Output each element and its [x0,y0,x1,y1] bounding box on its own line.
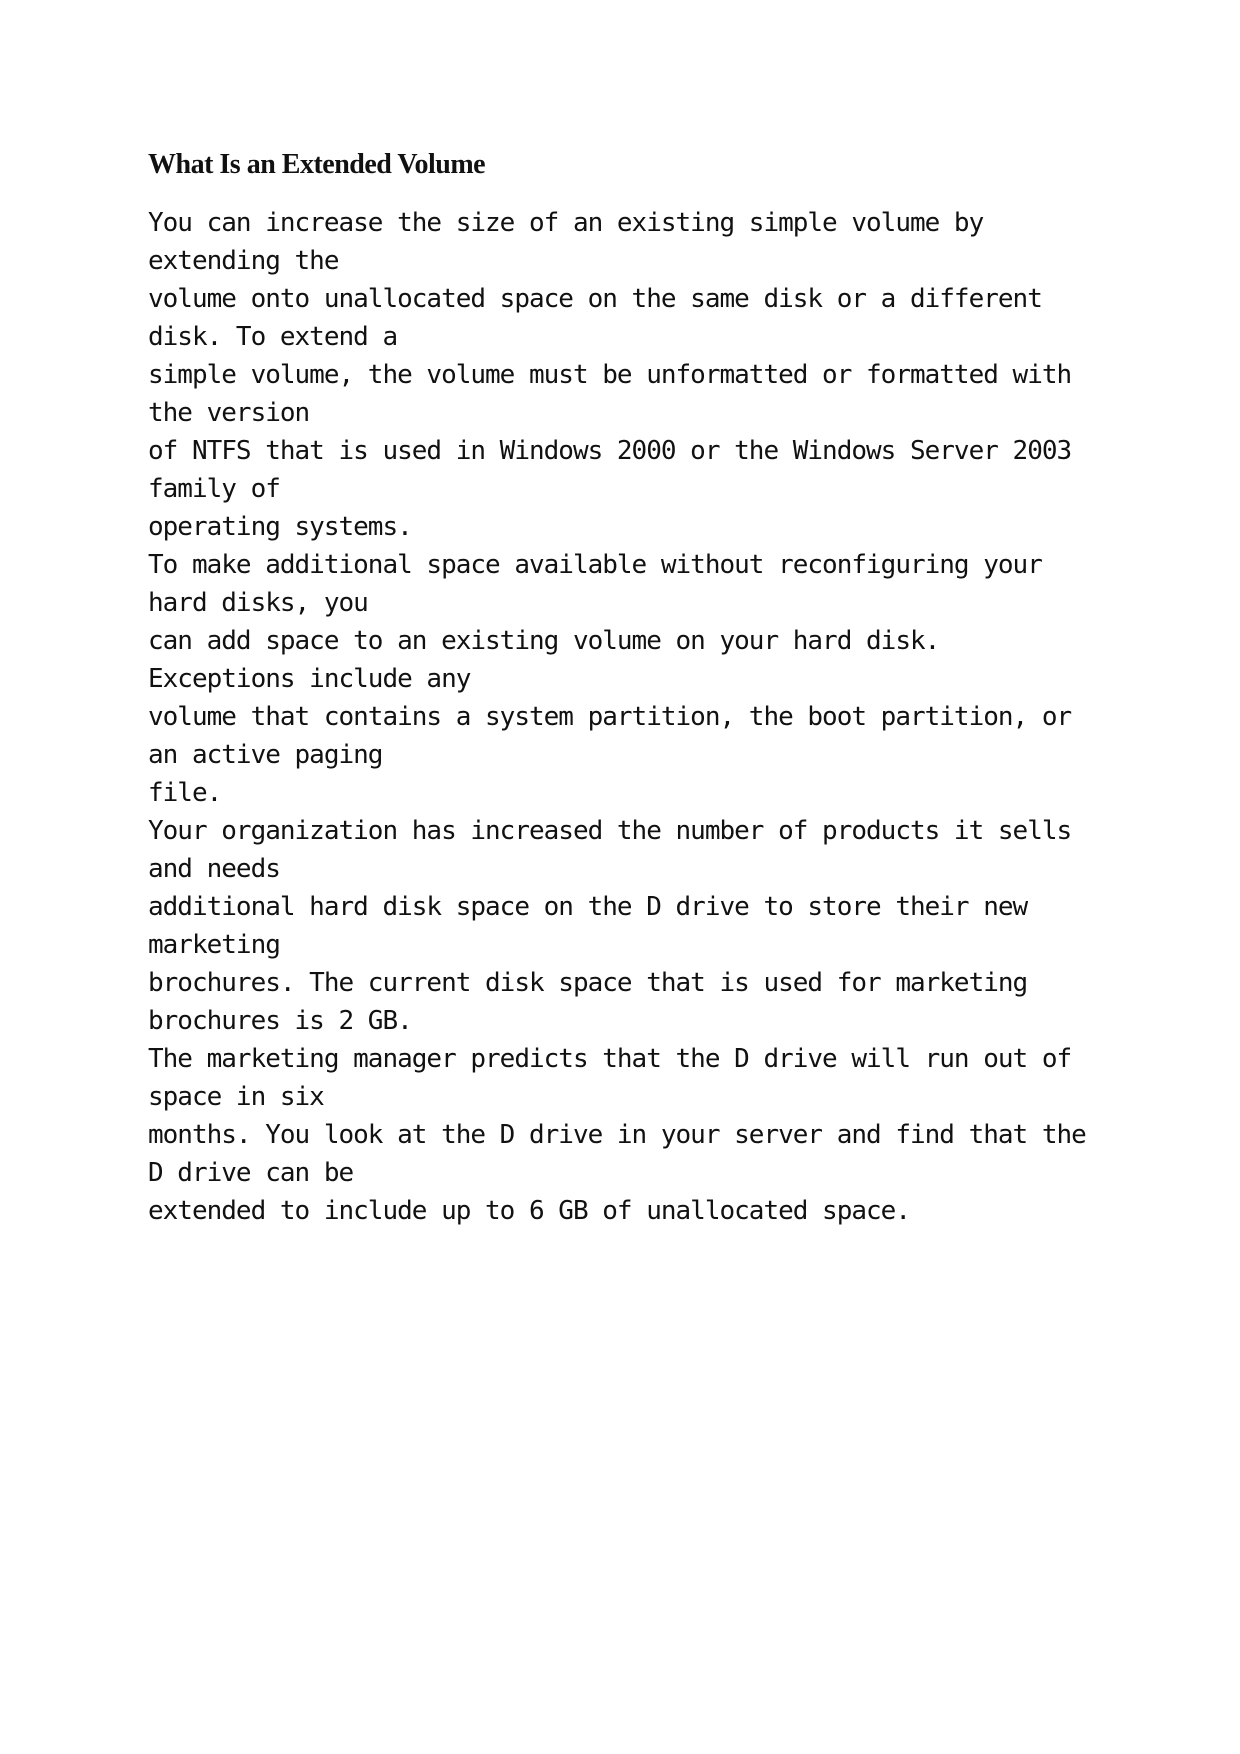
body-line: additional hard disk space on the D drive to store their new [148,892,1028,922]
document-page [148,148,1108,1230]
body-line: simple volume, the volume must be unformatted or formatted with [148,360,1072,390]
body-line: brochures. The current disk space that is used for marketing [148,968,1028,998]
body-line: marketing [148,930,280,960]
body-line: D drive can be [148,1158,354,1188]
body-line: Your organization has increased the number of products it sells [148,816,1072,846]
body-line: You can increase the size of an existing simple volume by [148,208,984,238]
document-title: What Is an Extended Volume [148,149,486,180]
body-line: To make additional space available without reconfiguring your [148,550,1042,580]
body-line: months. You look at the D drive in your server and find that the [148,1120,1086,1150]
body-line: hard disks, you [148,588,368,618]
body-line: volume that contains a system partition, the boot partition, or [148,702,1072,732]
body-line: The marketing manager predicts that the D drive will run out of [148,1044,1072,1074]
body-line: extended to include up to 6 GB of unallocated space. [148,1196,910,1226]
body-line: family of [148,474,280,504]
document-body [148,204,1108,1230]
body-line: of NTFS that is used in Windows 2000 or the Windows Server 2003 [148,436,1072,466]
body-line: space in six [148,1082,324,1112]
body-line: operating systems. [148,512,412,542]
body-line: Exceptions include any [148,664,471,694]
body-line: file. [148,778,222,808]
body-line: an active paging [148,740,383,770]
body-line: extending the [148,246,339,276]
body-line: can add space to an existing volume on your hard disk. [148,626,940,656]
body-line: the version [148,398,310,428]
body-line: brochures is 2 GB. [148,1006,412,1036]
body-line: disk. To extend a [148,322,398,352]
body-line: volume onto unallocated space on the same disk or a different [148,284,1042,314]
body-line: and needs [148,854,280,884]
